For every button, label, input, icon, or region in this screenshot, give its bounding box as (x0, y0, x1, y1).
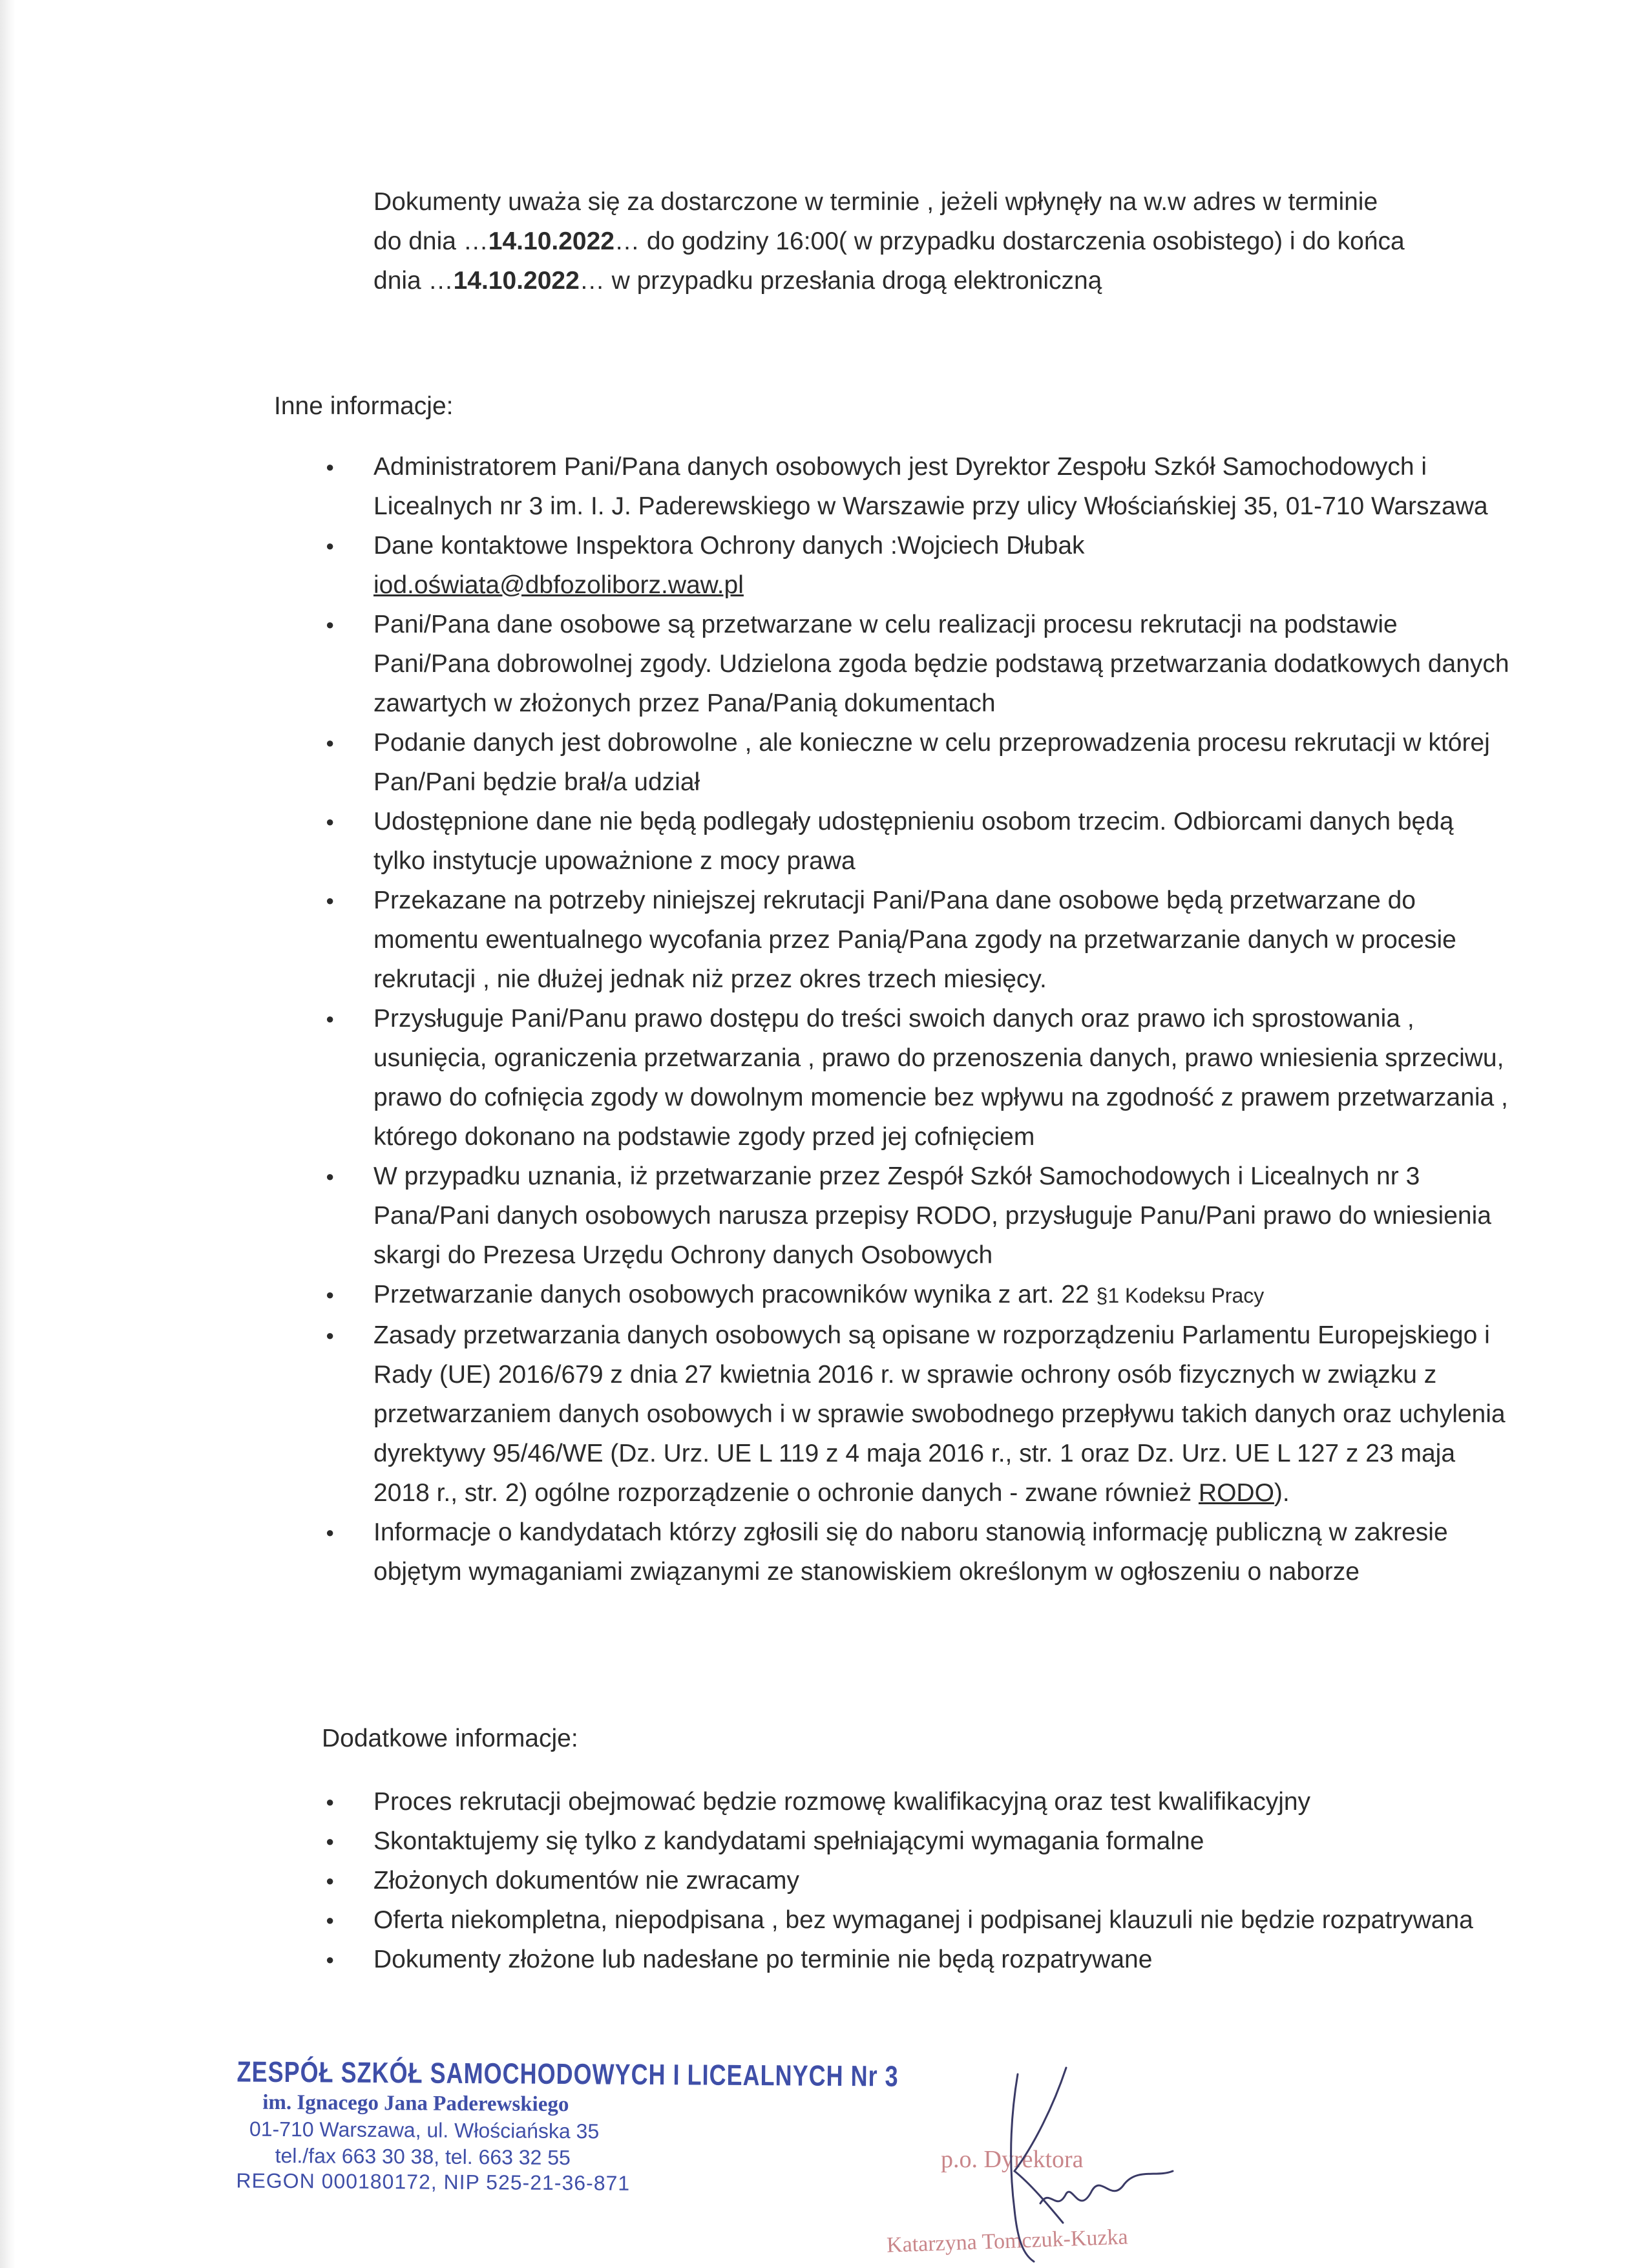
list-item (322, 526, 1511, 605)
list-item: ● Oferta niekompletna, niepodpisana , bez wymaganej i podpisanej klauzuli nie będzie rozpatrywana (322, 1900, 1511, 1940)
stamp-line-2: im. Ignacego Jana Paderewskiego (262, 2090, 569, 2117)
stamp-line-4: tel./fax 663 30 38, tel. 663 32 55 (275, 2143, 571, 2170)
stamp-line-5: REGON 000180172, NIP 525-21-36-871 (236, 2168, 631, 2195)
list-item: ● Podanie danych jest dobrowolne , ale konieczne w celu przeprowadzenia procesu rekrutacji w której Pan/Pani będzie brał/a udział (322, 723, 1511, 802)
school-stamp (236, 2055, 899, 2196)
list-item: ● Przekazane na potrzeby niniejszej rekrutacji Pani/Pana dane osobowe będą przetwarzane do momentu ewentualnego wycofania przez Panią/Pana zgody na przetwarzanie danych w procesie rekrutacji , nie dłużej jednak niż przez okres trzech miesięcy. (322, 881, 1511, 999)
director-signature-block (879, 2061, 1189, 2268)
list-item: ● W przypadku uznania, iż przetwarzanie przez Zespół Szkół Samochodowych i Licealnych nr 3 Pana/Pani danych osobowych narusza przepisy RODO, przysługuje Panu/Pani prawo do wniesienia skargi do Prezesa Urzędu Ochrony danych Osobowych (322, 1157, 1511, 1275)
list-item-text: Zasady przetwarzania danych osobowych są opisane w rozporządzeniu Parlamentu Europejskiego i Rady (UE) 2016/679 z dnia 27 kwietnia 2016 r. w sprawie ochrony osób fizycznych w związku z przetwarzaniem danych osobowych i w sprawie swobodnego przepływu takich danych oraz uchylenia dyrektywy 95/46/WE (Dz. Urz. UE L 119 z 4 maja 2016 r., str. 1 oraz Dz. Urz. UE L 127 z 23 maja 2018 r., str. 2) ogólne rozporządzenie o ochronie danych - zwane również (373, 1321, 1506, 1507)
inne-informacje-list (322, 447, 1511, 1591)
stamp-line-1: ZESPÓŁ SZKÓŁ SAMOCHODOWYCH I LICEALNYCH Nr 3 (236, 2055, 899, 2093)
intro-line-2-prefix: do dnia … (373, 227, 488, 255)
signature-name: Katarzyna Tomczuk-Kuzka (886, 2225, 1129, 2258)
list-item: ● Proces rekrutacji obejmować będzie rozmowę kwalifikacyjną oraz test kwalifikacyjny (322, 1782, 1511, 1822)
dodatkowe-informacje-heading: Dodatkowe informacje: (322, 1725, 578, 1752)
kodeks-pracy-ref: §1 Kodeksu Pracy (1096, 1284, 1265, 1307)
handwritten-signature-icon (879, 2061, 1189, 2268)
inne-informacje-heading: Inne informacje: (274, 392, 454, 420)
intro-line-3-suffix: … w przypadku przesłania drogą elektroniczną (579, 267, 1102, 295)
rodo-ref: RODO (1198, 1479, 1274, 1507)
list-item: ● Przysługuje Pani/Panu prawo dostępu do treści swoich danych oraz prawo ich sprostowania , usunięcia, ograniczenia przetwarzania , prawo do przenoszenia danych, prawo wniesienia sprzeciwu, prawo do cofnięcia zgody w dowolnym momencie bez wpływu na zgodność z prawem przetwarzania , którego dokonano na podstawie zgody przed jej cofnięciem (322, 999, 1511, 1157)
list-item: ● Dokumenty złożone lub nadesłane po terminie nie będą rozpatrywane (322, 1940, 1511, 1979)
stamp-line-3: 01-710 Warszawa, ul. Włościańska 35 (249, 2117, 600, 2143)
deadline-date: 14.10.2022 (488, 227, 614, 255)
intro-line-3 (373, 261, 1511, 300)
list-item: ● Udostępnione dane nie będą podlegały udostępnieniu osobom trzecim. Odbiorcami danych będą tylko instytucje upoważnione z mocy prawa (322, 802, 1511, 881)
list-item: ● Złożonych dokumentów nie zwracamy (322, 1861, 1511, 1900)
signature-title: p.o. Dyrektora (941, 2146, 1084, 2173)
list-item (322, 1275, 1511, 1316)
list-item-text: Przetwarzanie danych osobowych pracowników wynika z art. 22 (373, 1281, 1097, 1308)
list-item-text-end: ). (1274, 1479, 1290, 1507)
deadline-date-electronic: 14.10.2022 (453, 267, 580, 295)
intro-line-2 (373, 222, 1511, 261)
scan-edge (0, 0, 16, 2268)
intro-line-3-prefix: dnia … (373, 267, 454, 295)
intro-paragraph (373, 182, 1511, 300)
dodatkowe-informacje-list (322, 1782, 1511, 1979)
list-item: ● Informacje o kandydatach którzy zgłosili się do naboru stanowią informację publiczną w zakresie objętym wymaganiami związanymi ze stanowiskiem określonym w ogłoszeniu o naborze (322, 1513, 1511, 1591)
list-item: ● Skontaktujemy się tylko z kandydatami spełniającymi wymagania formalne (322, 1822, 1511, 1861)
list-item-text: Dane kontaktowe Inspektora Ochrony danych :Wojciech Dłubak (373, 532, 1085, 560)
iod-email-link[interactable]: iod.oświata@dbfozoliborz.waw.pl (373, 571, 744, 599)
list-item: ● Administratorem Pani/Pana danych osobowych jest Dyrektor Zespołu Szkół Samochodowych i Licealnych nr 3 im. I. J. Paderewskiego w Warszawie przy ulicy Włościańskiej 35, 01-710 Warszawa (322, 447, 1511, 526)
intro-line-1: Dokumenty uważa się za dostarczone w terminie , jeżeli wpłynęły na w.w adres w terminie (373, 188, 1378, 216)
intro-line-2-suffix: … do godziny 16:00( w przypadku dostarczenia osobistego) i do końca (614, 227, 1405, 255)
list-item (322, 1316, 1511, 1513)
list-item: ● Pani/Pana dane osobowe są przetwarzane w celu realizacji procesu rekrutacji na podstawie Pani/Pana dobrowolnej zgody. Udzielona zgoda będzie podstawą przetwarzania dodatkowych danych zawartych w złożonych przez Pana/Panią dokumentach (322, 605, 1511, 723)
